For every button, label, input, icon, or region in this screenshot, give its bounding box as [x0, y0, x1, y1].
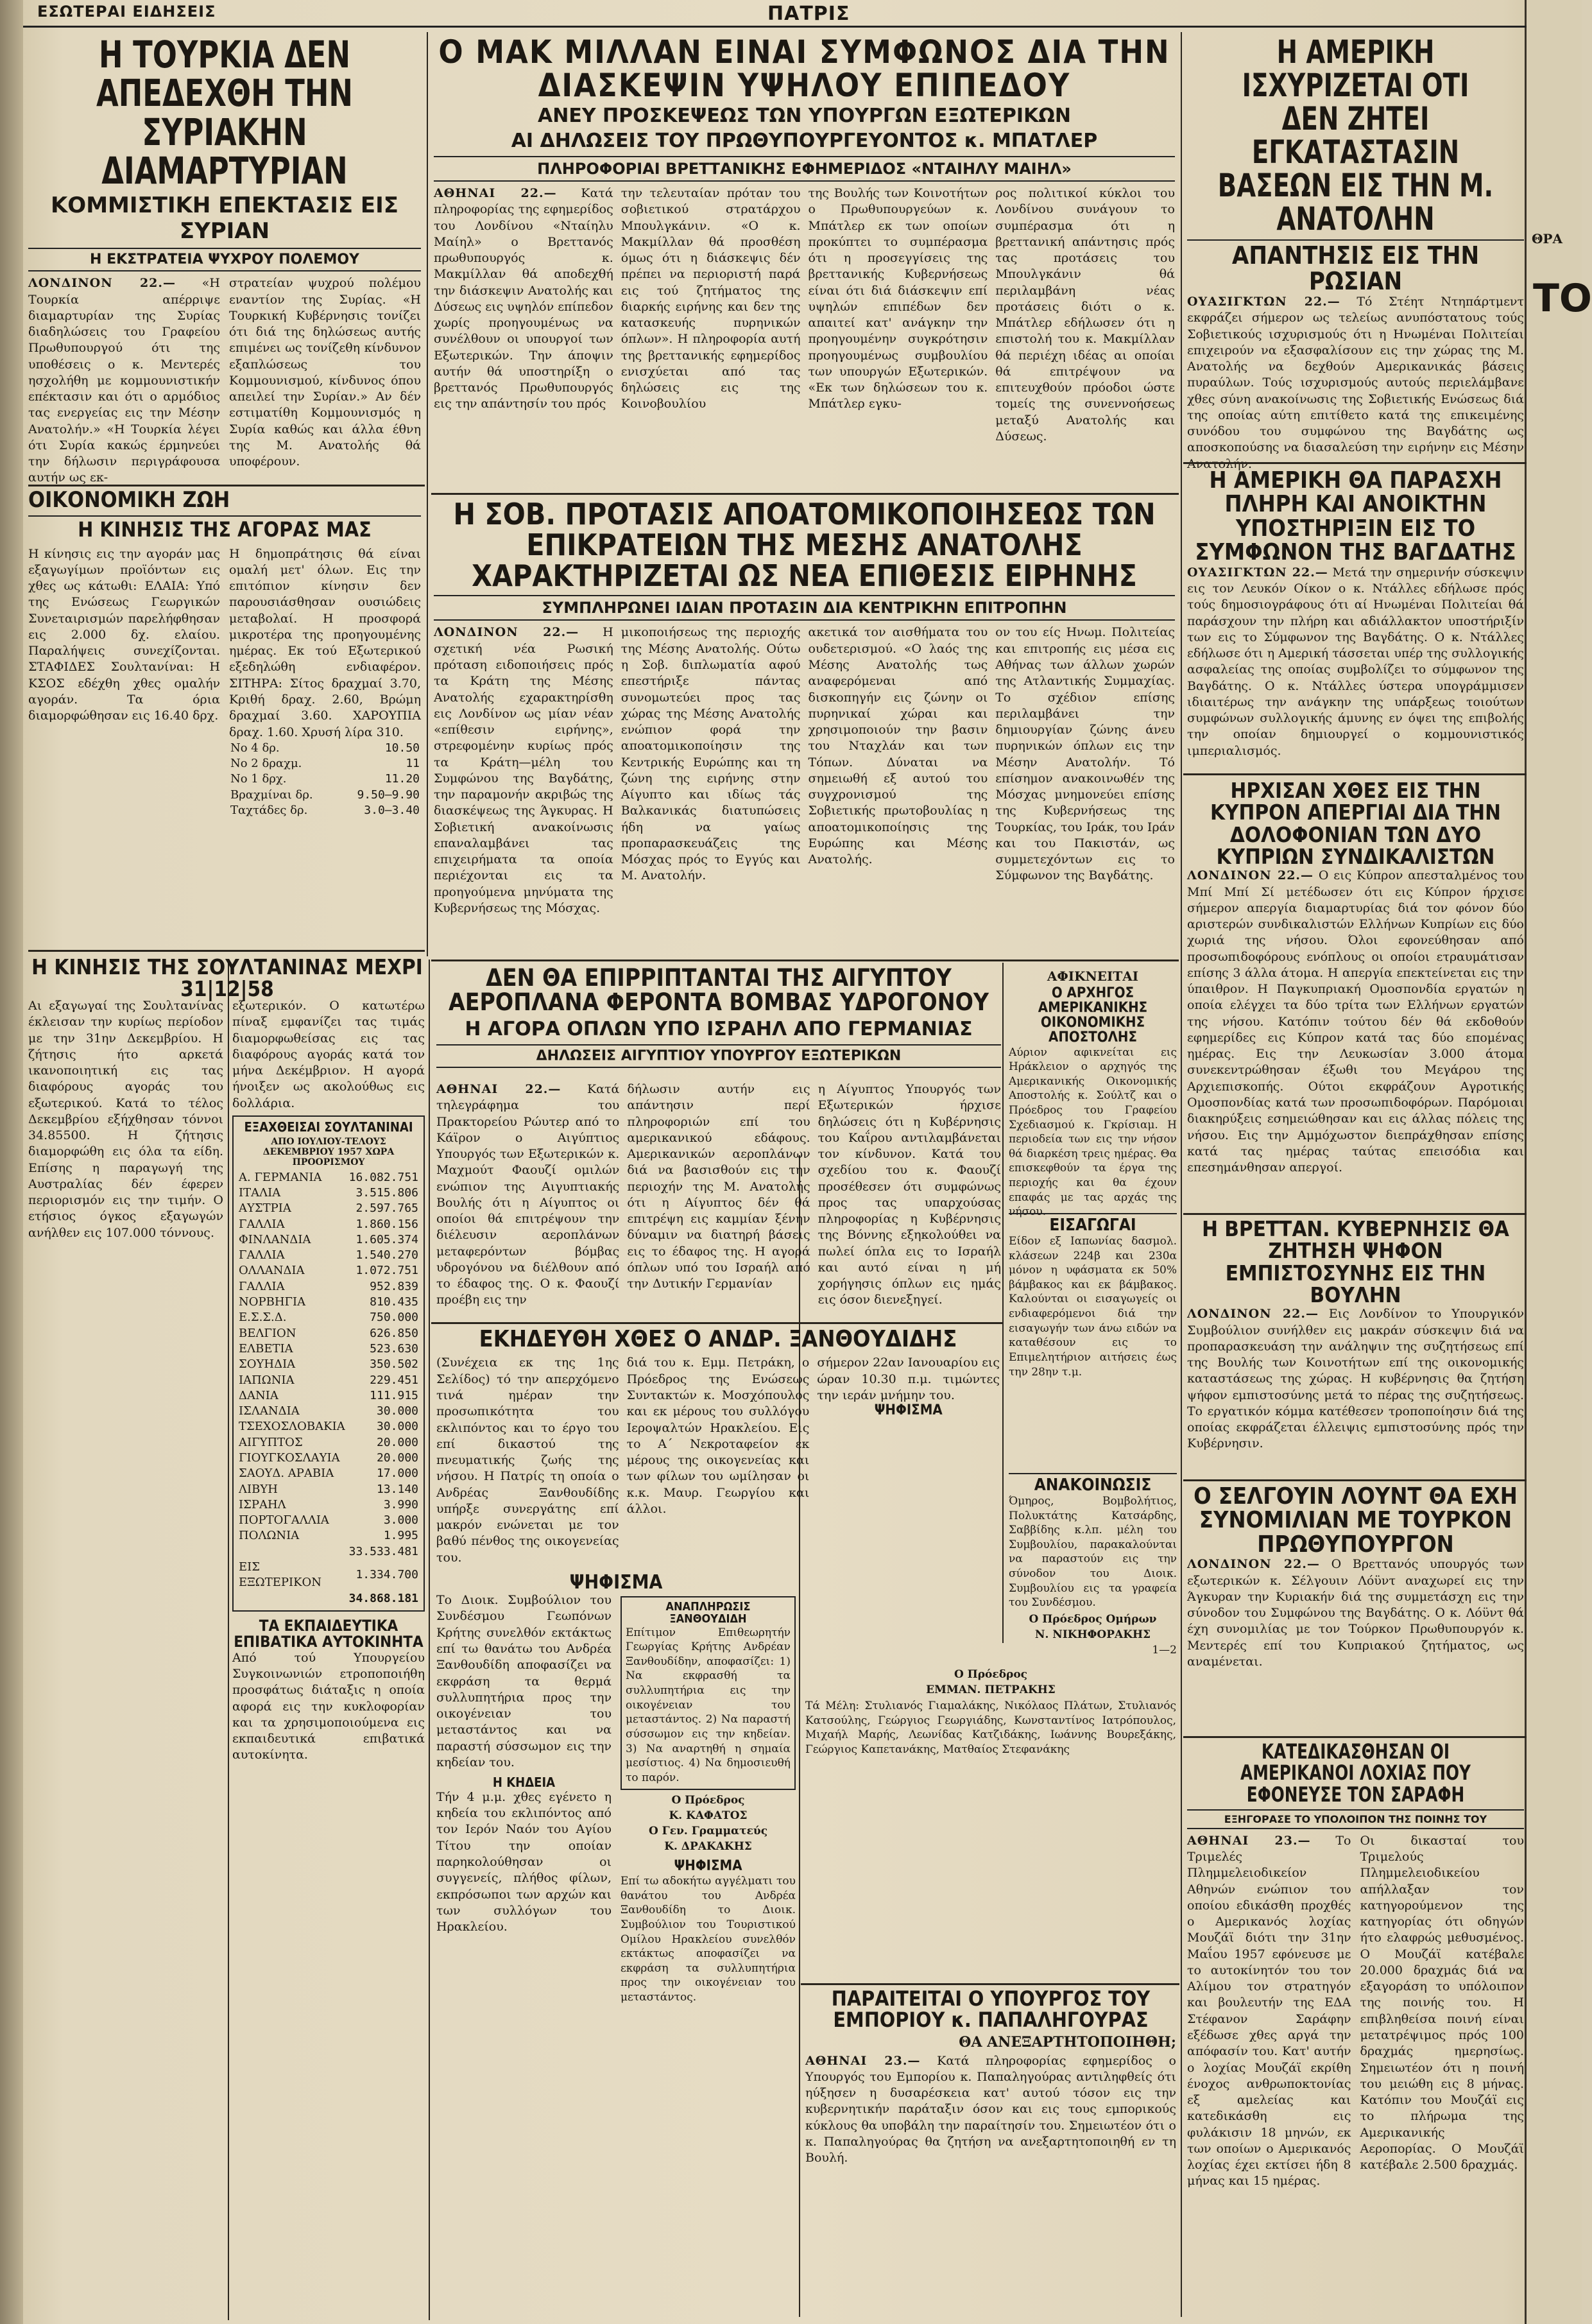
exports-totals	[237, 1544, 420, 1606]
article-egypt-body	[436, 1081, 1001, 1319]
column-rule	[228, 960, 229, 2320]
amount-cell: 1.540.270	[355, 1248, 418, 1262]
amount-cell: 523.630	[370, 1341, 418, 1356]
amount-cell: 111.915	[370, 1388, 418, 1402]
subhead: ΚΟΜΜΙΣΤΙΚΗ ΕΠΕΚΤΑΣΙΣ ΕΙΣ ΣΥΡΙΑΝ	[50, 193, 399, 245]
headline: Η ΑΜΕΡΙΚΗ ΘΑ ΠΑΡΑΣΧΗ ΠΛΗΡΗ ΚΑΙ ΑΝΟΙΚΤΗΝ ΥΠΟΣΤΗΡΙΞΙΝ ΕΙΣ ΤΟ ΣΥΜΦΩΝΟΝ ΤΗΣ ΒΑΓΔΑΤΗΣ	[1195, 467, 1516, 566]
body-text: Όμηρος, Βομβολήτιος, Πολυκτάτης Κατσάρδης, Σαββίδης κ.λπ. μέλη του Συμβουλίου, παρακαλούνται να παραστούν εις την σύνοδον του Διοικ. Συμβουλίου εις τα γραφεία του Συνδέσμου.	[1009, 1495, 1177, 1610]
country-cell: ΠΟΛΩΝΙΑ	[239, 1529, 300, 1543]
dateline: ΛΟΝΔΙΝΟΝ 22.—	[1187, 868, 1314, 883]
dateline: ΑΘΗΝΑΙ 23.—	[805, 2053, 921, 2068]
table-row	[237, 1388, 420, 1404]
table-row	[237, 1310, 420, 1325]
headline: Η ΚΙΝΗΣΙΣ ΤΗΣ ΑΓΟΡΑΣ ΜΑΣ	[28, 515, 421, 540]
dateline: ΟΥΑΣΙΓΚΤΩΝ 22.—	[1187, 565, 1328, 580]
section-rule	[1183, 462, 1527, 464]
headline: Η ΤΟΥΡΚΙΑ ΔΕΝ ΑΠΕΔΕΧΘΗ ΤΗΝ ΣΥΡΙΑΚΗΝ ΔΙΑΜΑΡΤΥΡΙΑΝ	[96, 33, 353, 193]
body-text: Το Διοικ. Συμβούλιον του Συνδέσμου Γεωπόνων Κρήτης συνελθόν εκτάκτως επί τω θανάτω του Ανδρέα Ξανθουδίδη αποφασίζει να εκφράση τα θερμά συλλυπητήρια προς την οικογένειαν του μεταστάντος και να παραστή σύσσωμον εις την κηδείαν του.	[436, 1593, 612, 1769]
article-soviet	[434, 499, 1175, 961]
signer-name: Κ. ΔΡΑΚΑΚΗΣ	[664, 1840, 752, 1854]
adjacent-page-strip	[1525, 0, 1592, 2324]
article-turkey	[28, 33, 421, 485]
table-row	[237, 1232, 420, 1248]
country-cell: ΓΑΛΛΙΑ	[239, 1217, 285, 1231]
subhead: ΑΠΑΝΤΗΣΙΣ ΕΙΣ ΤΗΝ ΡΩΣΙΑΝ	[1187, 239, 1524, 294]
anaplirosis-box	[621, 1596, 796, 1790]
sultana-headline-box	[28, 954, 426, 1002]
country-cell: Α. ΓΕΡΜΑΝΙΑ	[239, 1170, 322, 1184]
column-rule	[427, 32, 428, 956]
headline: Ο ΑΡΧΗΓΟΣ ΑΜΕΡΙΚΑΝΙΚΗΣ ΟΙΚΟΝΟΜΙΚΗΣ ΑΠΟΣΤΟΛΗΣ	[1038, 985, 1148, 1046]
body-text: «Η Τουρκία απέρριψε διαμαρτυρίαν της Συρίας διαδηλώσεις του Γραφείου Πρωθυπουργού ότι της υποθέσεις ο κ. Μεντερές ησχολήθη με κομμουνιστικήν επέκτασιν και ότι ο αρμόδιος τας ενεργείας εις την Μέσην Ανατολήν.» «Η Τουρκία λέγει ότι Συρία κακώς έρμηνεύει την δήλωσιν περιγράφουσα αυτήν ως εκ-	[28, 276, 220, 485]
column-rule	[429, 960, 430, 2320]
adjacent-page-text: ΘΡΑ	[1532, 231, 1562, 246]
amount-cell: 1.995	[383, 1529, 418, 1543]
amount-cell: 750.000	[370, 1311, 418, 1325]
country-cell: Ε.Σ.Σ.Δ.	[239, 1311, 287, 1325]
country-cell: ΙΣΛΑΝΔΙΑ	[239, 1404, 300, 1418]
kicker: ΘΑ ΑΝΕΞΑΡΤΗΤΟΠΟΙΗΘΗ;	[959, 2033, 1176, 2051]
subhead: ΑΙ ΔΗΛΩΣΕΙΣ ΤΟΥ ΠΡΩΘΥΠΟΥΡΓΕΥΟΝΤΟΣ κ. ΜΠΑΤΛΕΡ	[511, 130, 1098, 152]
body-text: σήμερον 22αν Ιανουαρίου εις ώραν 10.30 π.μ. τιμώντες την ιεράν μνήμην του.	[817, 1356, 1000, 1402]
body-text: Επίτιμον Επιθεωρητήν Γεωργίας Κρήτης Ανδρέαν Ξανθουδίδην, αποφασίζει: 1) Να εκφρασθή τα συλλυπητήρια εις την οικογένειαν του μεταστάντος. 2) Να παραστή σύσσωμον εις την κηδείαν. 3) Να αναρτηθή η σημαία μεσίστιος. 4) Να δημοσιευθή το παρόν.	[626, 1626, 791, 1784]
article-guards	[1187, 1741, 1524, 2316]
dateline: ΛΟΝΔΙΝΟΝ 22.—	[28, 276, 176, 291]
dateline: ΑΘΗΝΑΙ 22.—	[434, 186, 557, 200]
signer-title: Ο Πρόεδρος	[671, 1794, 745, 1807]
body-text: (Συνέχεια εκ της 1ης Σελίδος) τό την απερχόμενο τινά ημέραν την προσωπικότητα του εκλιπόντος και το έργο του επί δικαστού της πνευματικής ζωής της νήσου. Η Πατρίς τη οποία ο Ανδρέας Ξανθουδίδης υπήρξε συνεργάτης επί μακρόν ενώνεται με τον βαθύ πένθος της οικογενείας του.	[436, 1356, 619, 1565]
country-cell: ΙΑΠΩΝΙΑ	[239, 1373, 295, 1387]
amount-cell: 16.082.751	[348, 1170, 418, 1184]
country-cell: ΙΣΡΑΗΛ	[239, 1497, 286, 1511]
body-text: Ο εις Κύπρον απεσταλμένος του Μπί Μπί Σί μετέδωσεν ότι εις Κύπρον ήρχισε σήμερον απεργία διαμαρτυρίας διά τον φόνον δύο αριστερών συνδικαλιστών Ελλήνων Κυπρίων εις δύο χωριά της νήσου. Όλοι εφονεύθησαν από προσωπιδοφόρους ενόπλους οι οποίοι ετραυμάτισαν επίσης 3 άλλα άτομα. Η απεργία επεκτείνεται εις την ύπαιθρον. Η Παγκυπριακή Ομοσπονδία εργατών η οποία ελέγχει τα δύο τρίτα των Ελλήνων εργατών της νήσου. Κατόπιν τούτου δέν θά εκδοθούν εφημερίδες εις Κύπρον κατά τας δύο επομένας ημέρας. Εις την Λευκωσίαν 3.000 άτομα συνεκεντρώθησαν έξωθι του Μεγάρου της Αρχιεπισκοπής. Ούτοι εκφράζουν Αγροτικής Ομοσπονδίας κατά των προσωπιδοφόρων. Παρόμοιαι διακηρύξεις εσημειώθησαν και εις άλλας πόλεις της νήσου. Εις την Αμμόχωστον διεπράχθησαν επίσης κατά τας ημέρας ταύτας επεισόδια και επεσημάνθησαν απεργοί.	[1187, 868, 1524, 1175]
table-row	[237, 1201, 420, 1216]
amount-cell: 350.502	[370, 1357, 418, 1372]
amount-cell: 1.072.751	[355, 1264, 418, 1278]
signer-title: Ο Πρόεδρος	[954, 1668, 1028, 1681]
headline: ΠΑΡΑΙΤΕΙΤΑΙ Ο ΥΠΟΥΡΓΟΣ ΤΟΥ ΕΜΠΟΡΙΟΥ κ. ΠΑΠΑΛΗΓΟΥΡΑΣ	[831, 1986, 1151, 2033]
amount-cell: 229.451	[370, 1373, 418, 1387]
amount-cell: 3.990	[383, 1497, 418, 1511]
kicker: ΠΛΗΡΟΦΟΡΙΑΙ ΒΡΕΤΤΑΝΙΚΗΣ ΕΦΗΜΕΡΙΔΟΣ «ΝΤΑΙΗΛΥ ΜΑΙΗΛ»	[434, 156, 1175, 182]
subhead: ΨΗΦΙΣΜΑ	[569, 1571, 663, 1594]
masthead-band	[23, 0, 1527, 28]
body-text: την τελευταίαν πρόταν του σοβιετικού στρατάρχου Μπουλγκάνιν. «Ο κ. Μακμίλλαν θά προσθέση όμως ότι η διάσκεψις δέν πρέπει να περιοριστή παρά εις τού ζητήματος της διαρκής ειρήνης και δεν της κατασκευής πυρηνικών όπλων». Η πληροφορία αυτή της βρεττανικής εφημερίδος ενισχύεται από τας δηλώσεις εις της Κοινοβουλίου	[621, 186, 801, 411]
body-text: μικοποιήσεως της περιοχής της Μέσης Ανατολής. Ούτω η Σοβ. διπλωματία αφού επεστήριξε πάντας συνομωτεύει προς τας χώρας της Μέσης Ανατολής ενώπιον φορά την αποατομικοποίησιν της Κεντρικής Ευρώπης και τη ζώνη της ειρήνης στην Αίγυπτο και ιδίως τάς Βαλκανικάς διατυπώσεις ήδη να γαίως προπαρασκευάζεις της Μόσχας πρός το Εγγύς και Μ. Ανατολήν.	[621, 625, 801, 883]
subhead: ΑΝΕΥ ΠΡΟΣΚΕΨΕΩΣ ΤΩΝ ΥΠΟΥΡΓΩΝ ΕΞΩΤΕΡΙΚΩΝ	[538, 105, 1071, 127]
amount-cell: 3.000	[383, 1513, 418, 1528]
table-row	[237, 1528, 420, 1544]
amount-cell: 626.850	[370, 1326, 418, 1340]
amount-cell: 1.605.374	[355, 1232, 418, 1246]
body-text: Τήν 4 μ.μ. χθες εγένετο η κηδεία του εκλιπόντος από τον Ιερόν Ναόν του Αγίου Τίτου την οποίαν παρηκολούθησαν οι συγγενείς, πλήθος φίλων, εκπρόσωποι των αρχών και των συλλόγων του Ηρακλείου.	[436, 1789, 612, 1934]
price-table	[229, 741, 421, 818]
body-text: Αύριον αφικνείται εις Ηράκλειον ο αρχηγός της Αμερικανικής Οικονομικής Αποστολής κ. Σούλτζ και ο Πρόεδρος του Γραφείου Σχεδιασμού κ. Γκρίσιαμ. Η περιοδεία των εις την νήσον θά διαρκέση τρεις ημέρας. Θα επισκεφθούν τα έργα της περιοχής και θα έχουν επαφάς με τας αρχάς της νήσου.	[1009, 1046, 1177, 1219]
headline: Η ΑΜΕΡΙΚΗ ΙΣΧΥΡΙΖΕΤΑΙ ΟΤΙ ΔΕΝ ΖΗΤΕΙ ΕΓΚΑΤΑΣΤΑΣΙΝ ΒΑΣΕΩΝ ΕΙΣ ΤΗΝ Μ. ΑΝΑΤΟΛΗΝ	[1217, 33, 1494, 237]
amount-cell: 30.000	[376, 1404, 418, 1418]
body-text: στρατείαν ψυχρού πολέμου εναντίον της Συρίας. «Η Τουρκική Κυβέρνησις τονίζει ότι διά της δηλώσεως αυτής επιμένει ως τονίζεθη κίνδυνον εξαπλώσεως του Κομμουνισμού, κίνδυνος όπου απειλεί την Συρίαν.» Αν δέν εστιματίθη Κομμουνισμός η Συρία καθώς και άλλα έθνη της Μ. Ανατολής θά υποφέρουν.	[229, 276, 421, 469]
sultana-table-column	[232, 998, 425, 2314]
article-imports	[1009, 1213, 1177, 1470]
table-row	[237, 1341, 420, 1357]
body-text: Η κίνησις εις την αγοράν μας εξαγωγίμων προϊόντων εις χθες ως κάτωθι: ΕΛΑΙΑ: Υπό της Ενώσεως Γεωργικών Συνεταιρισμών παρελήφθησαν εις 2.000 δχ. ελαίου. Παραλήψεις συνεχίζονται. ΣΤΑΦΙΔΕΣ Σουλτανίναι: Η ΚΣΟΣ εδέχθη χθες ομαλήν αγοράν. Τα όρια διαμορφώθησαν εις 16.40 δρχ.	[28, 546, 220, 723]
table-row	[237, 1482, 420, 1497]
table-row	[237, 1357, 420, 1372]
country-cell: ΦΙΝΛΑΝΔΙΑ	[239, 1232, 311, 1246]
headline: ΔΕΝ ΘΑ ΕΠΙΡΡΙΠΤΑΝΤΑΙ ΤΗΣ ΑΙΓΥΠΤΟΥ ΑΕΡΟΠΛΑΝΑ ΦΕΡΟΝΤΑ ΒΟΜΒΑΣ ΥΔΡΟΓΟΝΟΥ	[449, 964, 989, 1017]
headline: Η ΒΡΕΤΤΑΝ. ΚΥΒΕΡΝΗΣΙΣ ΘΑ ΖΗΤΗΣΗ ΨΗΦΟΝ ΕΜΠΙΣΤΟΣΥΝΗΣ ΕΙΣ ΤΗΝ ΒΟΥΛΗΝ	[1202, 1216, 1509, 1307]
kicker: ΑΦΙΚΝΕΙΤΑΙ	[1047, 968, 1139, 984]
country-cell: ΤΣΕΧΟΣΛΟΒΑΚΙΑ	[239, 1420, 345, 1434]
section-rule	[431, 1322, 1002, 1324]
article-baghdad-pact	[1187, 469, 1524, 796]
country-cell: ΛΙΒΥΗ	[239, 1482, 278, 1496]
table-row	[237, 1326, 420, 1341]
price-row: Ταχτάδες δρ. 3.0—3.40	[230, 804, 420, 817]
body-text: Επί τω αδοκήτω αγγέλματι του θανάτου του Ανδρέα Ξανθουδίδη το Διοικ. Συμβούλιον του Τουριστικού Ομίλου Ηρακλείου συνελθόν εκτάκτως αποφασίζει να εκφράση τα συλλυπητήρια προς την οικογένειαν του μεταστάντος.	[621, 1875, 796, 2004]
article-economy	[28, 489, 421, 942]
table-subtitle: ΑΠΟ ΙΟΥΛΙΟΥ-ΤΕΛΟΥΣ ΔΕΚΕΜΒΡΙΟΥ 1957 ΧΩΡΑ ΠΡΟΟΡΙΣΜΟΥ	[262, 1136, 395, 1167]
section-rule	[28, 950, 425, 952]
section-rule	[28, 485, 425, 486]
article-sultana	[28, 998, 223, 2314]
article-selwyn-lloyd	[1187, 1485, 1524, 1732]
column-rule	[1002, 963, 1004, 1643]
body-text: Η σχετική νέα Ρωσική πρόταση ειδοποιήσεις πρός τα Κράτη της Μέσης Ανατολής εχαρακτηρίσθη εις Λονδίνον ως μίαν νέαν «επίθεσιν ειρήνης», στρεφομένην κυρίως πρός τα Κράτη—μέλη του Συμφώνου της Βαγδάτης, την παραμονήν ακριβώς της διασκέψεως της Άγκυρας. Η Σοβιετική ανακοίνωσις επαναλαμβάνει τας επιχειρήματα τα οποία περιέχονται εις τα προηγούμενα μηνύματα της Κυβερνήσεως της Μόσχας.	[434, 625, 613, 915]
body-text: Κατά πληροφορίας εφημερίδος ο Υπουργός του Εμπορίου κ. Παπαληγούρας αντιληφθείς ότι ηύξησεν η δυσαρέσκεια κατ' αυτού τόσον εις την κυβερνητικήν παράταξιν όσον και εις τους εμπορικούς κύκλους θα υποβάλη την παραίτησίν του. Σημειωτέον ότι ο κ. Παπαληγούρας θα ζητήση να ανεξαρτητοποιηθή εν τη Βουλή.	[805, 2053, 1176, 2165]
signer-name: ΕΜΜΑΝ. ΠΕΤΡΑΚΗΣ	[926, 1683, 1056, 1696]
body-text: Τό Στέητ Ντηπάρτμεντ εκφράζει σήμερον ως τελείως ανυπόστατους τούς Σοβιετικούς ισχυρισμούς ότι η Ηνωμέναι Πολιτείαι επιχειρούν να εξασφαλίσουν εις την χώρας της Μ. Ανατολής να δεχθούν Αμερικανικάς βάσεις πυραύλων. Τούς ισχυρισμούς αυτούς περιελάμβανε χθες σύνη ανακοίνωσις της Σοβιετικής Ενώσεως διά της οποίας αύτη επιτίθετο κατά της επικειμένης συνόδου του συμφώνου της Βαγδάτης ως αποσκοπούσης να διασαλεύση την ειρήνην εις Μέσην	[1187, 295, 1524, 455]
adjacent-page-letter: ΤΟ	[1533, 276, 1592, 321]
country-cell: ΣΑΟΥΔ. ΑΡΑΒΙΑ	[239, 1467, 334, 1481]
amount-cell: 13.140	[376, 1482, 418, 1496]
country-cell: ΓΙΟΥΓΚΟΣΛΑΥΙΑ	[239, 1451, 340, 1465]
body-text: Αι εξαγωγαί της Σουλτανίνας έκλεισαν την κυρίως περίοδον με την 31ην Δεκεμβρίου. Η ζήτησις ήτο αρκετά ικανοποιητική εις τας διαφόρους αγοράς του εξωτερικού. Κατά το τέλος Δεκεμβρίου εξήχθησαν τόννοι 34.85500. Η ζήτησις διαμορφώθη εις όλα τα είδη. Επίσης η παραγωγή της Αυστραλίας δέν έφερεν περιορισμόν εις την τιμήν. Ο ετήσιος όγκος εξαγωγών ανήλθεν εις 107.000 τόννους.	[28, 999, 223, 1240]
table-row	[237, 1435, 420, 1450]
table-row	[237, 1404, 420, 1419]
dateline: ΑΘΗΝΑΙ 23.—	[1187, 1833, 1311, 1848]
body-text: Εις Λονδίνον το Υπουργικόν Συμβούλιον συνήλθεν εις μακράν σύσκεψιν διά να προπαρασκευάση την ανάληψιν της συζητήσεως επί της Βουλής των Κοινοτήτων επί της οικονομικής καταστάσεως της χώρας. Η κυβέρνησις θα ζητήση ψήφον εμπιστοσύνης μετά το πέρας της συζητήσεως. Το εργατικόν κόμμα κατέθεσεν τροποποίησιν διά της οποίας εκφράζεται έλλειψις εμπιστοσύνης πρός την Κυβέρνησιν.	[1187, 1307, 1524, 1451]
section-rule	[1183, 1736, 1527, 1738]
country-cell: ΑΥΣΤΡΙΑ	[239, 1201, 291, 1216]
country-cell: ΔΑΝΙΑ	[239, 1388, 278, 1402]
exports-table-box	[232, 1115, 425, 1612]
headline: Ο ΣΕΛΓΟΥΙΝ ΛΟΥΝΤ ΘΑ ΕΧΗ ΣΥΝΟΜΙΛΙΑΝ ΜΕ ΤΟΥΡΚΟΝ ΠΡΩΘΥΠΟΥΡΓΟΝ	[1194, 1483, 1518, 1558]
headline: Ο ΜΑΚ ΜΙΛΛΑΝ ΕΙΝΑΙ ΣΥΜΦΩΝΟΣ ΔΙΑ ΤΗΝ ΔΙΑΣΚΕΨΙΝ ΥΨΗΛΟΥ ΕΠΙΠΕΔΟΥ	[438, 33, 1170, 104]
table-row	[237, 1513, 420, 1528]
headline: Η ΣΟΒ. ΠΡΟΤΑΣΙΣ ΑΠΟΑΤΟΜΙΚΟΠΟΙΗΣΕΩΣ ΤΩΝ ΕΠΙΚΡΑΤΕΙΩΝ ΤΗΣ ΜΕΣΗΣ ΑΝΑΤΟΛΗΣ ΧΑΡΑΚΤΗΡΙΖΕΤΑΙ ΩΣ ΝΕΑ ΕΠΙΘΕΣΙΣ ΕΙΡΗΝΗΣ	[453, 497, 1156, 593]
section-rule	[431, 960, 1179, 961]
amount-cell: 20.000	[376, 1435, 418, 1449]
kicker: ΔΗΛΩΣΕΙΣ ΑΙΓΥΠΤΙΟΥ ΥΠΟΥΡΓΟΥ ΕΞΩΤΕΡΙΚΩΝ	[436, 1044, 1001, 1068]
body-text: Η δημοπράτησις θά είναι ομαλή μετ' όλων. Εις την επιτόπιον κίνησιν δεν παρουσιάσθησαν ουσιώδεις μεταβολαί. Η προσφορά μικροτέρα της προηγουμένης ημέρας. Εκ τού Εξωτερικού εξεδηλώθη ενδιαφέρον. ΣΙΤΗΡΑ: Σίτος δραχμαί 3.70, Κριθή δραχ. 2.60, Βρώμη δραχμαί 3.60. ΧΑΡΟΥΠΙΑ δραχ. 1.60. Χρυσή λίρα 310.	[229, 546, 421, 739]
body-text: Κατά πληροφορίας της εφημερίδος του Λονδίνου «Νταίηλυ Μαίηλ» ο Βρεττανός πρωθυπουργός κ. Μακμίλλαν θά αποδεχθή την διάσκεψιν Ανατολής και Δύσεως εις υψηλόν επίπεδον χωρίς προηγουμένως να συνέλθουν οι υπουργοί των Εξωτερικών. Την άποψιν αυτήν θά υποστηρίξη ο βρεττανός Πρωθυπουργός εις την απάντησίν του πρός	[434, 186, 613, 411]
country-cell: ΓΑΛΛΙΑ	[239, 1248, 285, 1262]
price-row: Νο 1 δρχ. 11.20	[230, 772, 420, 786]
headline: ΑΝΑΠΛΗΡΩΣΙΣ ΞΑΝΘΟΥΔΙΔΗ	[665, 1600, 751, 1626]
xanthoudidis-continued	[436, 1572, 796, 2311]
reference-number: 1—2	[1152, 1643, 1177, 1657]
dateline: ΛΟΝΔΙΝΟΝ 22.—	[1187, 1557, 1320, 1572]
article-cyprus-strike	[1187, 780, 1524, 1210]
table-row	[237, 1170, 420, 1185]
article-macmillan	[434, 35, 1175, 513]
dateline: ΟΥΑΣΙΓΚΤΩΝ 22.—	[1187, 295, 1340, 309]
body-text: η Αίγυπτος Υπουργός των Εξωτερικών ήρχισε δηλώσεις ότι η Κυβέρνησις του Καΐρου αντιλαμβάνεται τον κίνδυνον. Κατά του σχεδίου του κ. Φαουζί προσέθεσεν ότι συμφώνως προς τας υπαρχούσας πληροφορίας η Κυβέρνησις της Βόννης εξηκολούθει να πωλεί όπλα εις το Ισραήλ και αυτό είναι η μή χορήγησις όπλων εις ημάς εις όσον διενεξηγεί.	[817, 1082, 1001, 1307]
section-title: ΟΙΚΟΝΟΜΙΚΗ ΖΩΗ	[28, 487, 230, 513]
country-cell: ΑΙΓΥΠΤΟΣ	[239, 1435, 303, 1449]
total-first: 33.533.481	[348, 1544, 418, 1558]
price-row: Νο 2 δραχμ. 11	[230, 757, 420, 771]
total-sub: 1.334.700	[355, 1568, 418, 1582]
signer-title: Ο Γεν. Γραμματεύς	[648, 1825, 768, 1838]
body-text: ρος πολιτικοί κύκλοι του Λονδίνου συνάγουν το συμπέρασμα ότι η βρεττανική απάντησις πρός τας προτάσεις του Μπουλγκάνιν θά περιλαμβάνη νέας προτάσεις διότι ο κ. Μπάτλερ εδήλωσεν ότι η επιστολή του κ. Μακμίλλαν θά περιέχη ιδέας αι οποίαι θά επιτρέψουν να επιτευχθούν πρόοδοι ώστε τομείς της συνεννοήσεως μεταξύ Ανατολής και Δύσεως.	[995, 186, 1175, 443]
cars-headline: ΤΑ ΕΚΠΑΙΔΕΥΤΙΚΑ ΕΠΙΒΑΤΙΚΑ ΑΥΤΟΚΙΝΗΤΑ	[234, 1616, 424, 1651]
headline: ΚΑΤΕΔΙΚΑΣΘΗΣΑΝ ΟΙ ΑΜΕΡΙΚΑΝΟΙ ΛΟΧΙΑΣ ΠΟΥ ΕΦΟΝΕΥΣΕ ΤΟΝ ΣΑΡΑΦΗ	[1240, 1739, 1471, 1807]
body-text: Το Τριμελές Πλημμελειοδικείον Αθηνών ενώπιον του οποίου εδικάσθη προχθές ο Αμερικανός λοχίας Μουζάϊ διότι την 31ην Μαΐου 1957 εφόνευσε με το αυτοκίνητόν του τον Αλίμου τον στρατηγόν και βουλευτήν της ΕΔΑ Στέφανον Σαράφην εξέδωσε χθες αργά την απόφασίν του. Κατ' αυτήν ο λοχίας Μουζάϊ εκρίθη ένοχος ανθρωποκτονίας εξ αμελείας και κατεδικάσθη εις φυλάκισιν 18 μηνών, εκ των οποίων ο Αμερικανός λοχίας έχει εκτίσει ήδη 8 μήνας και 15 ημέρας.	[1187, 1833, 1351, 2189]
kicker: ΕΞΗΓΟΡΑΣΕ ΤΟ ΥΠΟΛΟΙΠΟΝ ΤΗΣ ΠΟΙΝΗΣ ΤΟΥ	[1187, 1809, 1524, 1829]
section-label: ΕΣΩΤΕΡΑΙ ΕΙΔΗΣΕΙΣ	[37, 3, 216, 21]
amount-cell: 17.000	[376, 1467, 418, 1481]
headline: ΕΙΣΑΓΩΓΑΙ	[1009, 1213, 1177, 1234]
body-text: διά του κ. Εμμ. Πετράκη, ο Πρόεδρος της Ενώσεως Συντακτών κ. Μοσχόπουλος και εκ μέρους του συλλόγου Ιεροψαλτών Ηρακλείου. Εις το Α΄ Νεκροταφείον εκ μέρους της οικογενείας και των φίλων του ωμίλησαν οι κ.κ. Μαυρ. Γεωργίου και άλλοι.	[626, 1356, 810, 1516]
country-cell: ΒΕΛΓΙΟΝ	[239, 1326, 296, 1340]
headline: ΨΗΦΙΣΜΑ	[674, 1858, 742, 1875]
binding-spine	[0, 0, 23, 2324]
body-text: Οι δικασταί του Τριμελούς Πλημμελειοδικείου απήλλαξαν τον κατηγορούμενον της κατηγορίας ότι οδηγών ήτο ελαφρώς μεθυσμένος. Ο Μουζάϊ κατέβαλε 20.000 δραχμάς διά να εξαγοράση το υπόλοιπον της ποινής του. Η επιβληθείσα ποινή είναι μετατρέψιμος πρός 100 δραχμάς ημερησίως. Σημειωτέον ότι η ποινή του μειώθη εις 8 μήνας. Κατόπιν του Μουζάϊ εις το πλήρωμα της Αμερικανικής Αεροπορίας. Ο Μουζάϊ κατέβαλε 2.500 δραχμάς.	[1360, 1833, 1524, 2173]
subhead: ΨΗΦΙΣΜΑ	[874, 1402, 943, 1419]
price-row: Βραχμίναι δρ. 9.50—9.90	[230, 788, 420, 802]
amount-cell: 3.515.806	[355, 1185, 418, 1200]
amount-cell: 810.435	[370, 1295, 418, 1309]
section-rule	[1183, 1479, 1527, 1481]
exports-table	[237, 1170, 420, 1544]
body-text: Είδον εξ Ιαπωνίας δασμολ. κλάσεων 224β και 230α μόνον η υφάσματα εκ 50% βάμβακος και εκ βάμβακος. Καλούνται οι εισαγωγείς οι ενδιαφερόμενοι διά την εισαγωγήν των άνω ειδών να καταθέσουν εις το Επιμελητήριον αιτήσεις έως την 28ην τ.μ.	[1009, 1235, 1177, 1379]
article-mission	[1009, 966, 1177, 1219]
table-row	[237, 1263, 420, 1278]
section-rule	[431, 493, 1179, 495]
grand-total: 34.868.181	[348, 1591, 418, 1605]
headline: ΕΚΗΔΕΥΘΗ ΧΘΕΣ Ο ΑΝΔΡ. ΞΑΝΘΟΥΔΙΔΗΣ	[479, 1326, 957, 1352]
dateline: ΛΟΝΔΙΝΟΝ 22.—	[434, 625, 579, 640]
country-cell: ΟΛΛΑΝΔΙΑ	[239, 1264, 305, 1278]
article-minister	[805, 1988, 1176, 2316]
table-title: ΕΞΑΧΘΕΙΣΑΙ ΣΟΥΛΤΑΝΙΝΑΙ	[244, 1119, 413, 1135]
body-text: δήλωσιν αυτήν εις απάντησιν περί πληροφοριών επί του αμερικανικού εδάφους. Αμερικανικών αεροπλάνων διά να βασισθούν εις την περιοχήν της Μ. Ανατολής ότι η Αίγυπτος δέν θά επιτρέψη εις καμμίαν ξένην δύναμιν να διατηρή βάσεις εις το έδαφος της. Η αγορά όπλων υπό του Ισραήλ από την Δυτικήν Γερμανίαν	[627, 1082, 810, 1291]
psifisma-signers	[805, 1666, 1176, 1768]
body-text: εξωτερικόν. Ο κατωτέρω πίναξ εμφανίζει τας τιμάς διαμορφωθείσας εις τας διαφόρους αγοράς κατά τον μήνα Δεκέμβριον. Η αγορά ήνοιξεν ως ακολούθως εις δολλάρια.	[232, 999, 425, 1110]
dateline: ΛΟΝΔΙΝΟΝ 22.—	[1187, 1307, 1319, 1321]
table-row	[237, 1217, 420, 1232]
country-cell: ΝΟΡΒΗΓΙΑ	[239, 1295, 306, 1309]
kicker: ΣΥΜΠΛΗΡΩΝΕΙ ΙΔΙΑΝ ΠΡΟΤΑΣΙΝ ΔΙΑ ΚΕΝΤΡΙΚΗΝ ΕΠΙΤΡΟΠΗΝ	[434, 595, 1175, 621]
country-cell: ΠΟΡΤΟΓΑΛΛΙΑ	[239, 1513, 329, 1528]
article-announcement	[1009, 1473, 1177, 1657]
paper-name: ΠΑΤΡΙΣ	[767, 3, 850, 25]
headline: ΗΡΧΙΣΑΝ ΧΘΕΣ ΕΙΣ ΤΗΝ ΚΥΠΡΟΝ ΑΠΕΡΓΙΑΙ ΔΙΑ ΤΗΝ ΔΟΛΟΦΟΝΙΑΝ ΤΩΝ ΔΥΟ ΚΥΠΡΙΩΝ ΣΥΝΔΙΚΑΛΙΣΤΩΝ	[1210, 778, 1501, 869]
members-list: Τά Μέλη: Στυλιανός Γιαμαλάκης, Νικόλαος Πλάτων, Στυλιανός Κατσούλης, Γεώργιος Γεωργιάδης, Κωνσταντίνος Ιατρόπουλος, Μιχαήλ Μαρής, Λεωνίδας Κατζιδάκης, Ιωάννης Βουρεξάκης, Γεώργιος Καπετανάκης, Ματθαίος Στεφανάκης	[805, 1700, 1176, 1756]
body-text: ακετικά τον αισθήματα του ουδετερισμού. «Ο λαός της Μέσης Ανατολής τως αναφερόμεναι από δισκοπηγήν εις ζώνην οι πυρηνικαί χώραι και χρησιμοποιούν την βασιν του Νταχλάν και των Τόπων. Δύναται να σημειωθή εξ αυτού του συγχρονισμού της Σοβιετικής πρωτοβουλίας η αποατομικοποίησις της Ευρώπης και Μέσης Ανατολής.	[808, 625, 988, 867]
signer-name: Ν. ΝΙΚΗΦΟΡΑΚΗΣ	[1034, 1628, 1151, 1641]
headline: ΑΝΑΚΟΙΝΩΣΙΣ	[1009, 1473, 1177, 1494]
table-row	[237, 1279, 420, 1295]
signer-name: Κ. ΚΑΦΑΤΟΣ	[669, 1809, 748, 1823]
body-text: Ο Βρεττανός υπουργός των εξωτερικών κ. Σέλγουιν Λόϋντ αναχωρεί εις την Άγκυραν την Κυριακήν διά της συμμετάσχη εις την σύνοδον του Συμφώνου της Βαγδάτης. Ο κ. Λόϋντ θά έχη συνομιλίας με τον Τούρκον Πρωθυπουργόν κ. Μεντερές επί του Κυπριακού ζητήματος, ως αναμένεται.	[1187, 1557, 1524, 1669]
table-row	[237, 1373, 420, 1388]
table-row	[237, 1419, 420, 1434]
subhead: Η ΑΓΟΡΑ ΟΠΛΩΝ ΥΠΟ ΙΣΡΑΗΛ ΑΠΟ ΓΕΡΜΑΝΙΑΣ	[465, 1017, 973, 1040]
section-rule	[1183, 1213, 1527, 1215]
table-row	[237, 1466, 420, 1481]
amount-cell: 952.839	[370, 1279, 418, 1293]
total-label: ΕΙΣ ΕΞΩΤΕΡΙΚΟΝ	[239, 1560, 322, 1590]
article-britain-vote	[1187, 1218, 1524, 1475]
funeral-subhead: Η ΚΗΔΕΙΑ	[492, 1775, 556, 1791]
table-row	[237, 1185, 420, 1201]
body-text: της Βουλής των Κοινοτήτων ο Πρωθυπουργεύων κ. Μπάτλερ εκ των οποίων προκύπτει το συμπέρασμα ότι η προσεγγίσεις της βρεττανικής Κυβερνήσεως είναι ότι διά διάσκεψιν επί υψηλών επιπέδων δεν απαιτεί κατ' ανάγκην την προηγουμένην συγκρότησιν προηγουμένως συμβουλίου των υπουργών Εξωτερικών. «Εκ των δηλώσεων του κ. Μπάτλερ εγκυ-	[808, 186, 988, 411]
section-rule	[801, 1983, 1179, 1985]
country-cell: ΙΤΑΛΙΑ	[239, 1185, 281, 1200]
country-cell: ΣΟΥΗΔΙΑ	[239, 1357, 296, 1372]
amount-cell: 30.000	[376, 1420, 418, 1434]
amount-cell: 1.860.156	[355, 1217, 418, 1231]
kicker: Η ΕΚΣΤΡΑΤΕΙΑ ΨΥΧΡΟΥ ΠΟΛΕΜΟΥ	[28, 248, 421, 271]
column-rule	[1181, 32, 1182, 2317]
amount-cell: 20.000	[376, 1451, 418, 1465]
country-cell: ΓΑΛΛΙΑ	[239, 1279, 285, 1293]
body-text: Από τού Υπουργείου Συγκοινωνιών ετροποποιήθη προσφάτως διάταξις η οποία αφορά εις την κυκλοφορίαν και τα χρησιμοποιούμενα εις εκπαιδευτικά επιβατικά αυτοκίνητα.	[232, 1650, 425, 1762]
signer-title: Ο Πρόεδρος Ομήρων	[1029, 1612, 1157, 1626]
table-row	[237, 1248, 420, 1263]
dateline: ΑΘΗΝΑΙ 22.—	[436, 1082, 561, 1096]
body-text: Κατά τηλεγράφημα του Πρακτορείου Ρώυτερ από το Κάϊρον ο Αιγύπτιος Υπουργός των Εξωτερικών κ. Μαχμούτ Φαουζί ομιλών ενώπιον της Αιγυπτιακής Βουλής ότι η Αίγυπτος οι οποίοι θά επιτρέψουν την διέλευσιν αεροπλάνων μεταφερόντων βόμβας υδρογόνου να διέλθουν από το έδαφος της. Ο κ. Φαουζί προέβη εις την	[436, 1082, 620, 1307]
table-row	[237, 1450, 420, 1466]
body-text: ον του είς Ηνωμ. Πολιτείας και επιτροπής εις μέσα εις Αθήνας των άλλων χωρών της Ατλαντικής Συμμαχίας. Το σχέδιον επίσης περιλαμβάνει την δημιουργίαν ζώνης άνευ πυρηνικών όπλων εις την Μέσην Ανατολήν. Τό επίσημον ανακοινωθέν της Μόσχας μνημονεύει επίσης της Κυβερνήσεως της Τουρκίας, του Ιράκ, του Ιράν και του Πακιστάν, ως συμμετεχόντων εις το Σύμφωνον της Βαγδάτης.	[995, 625, 1175, 883]
headline: Η ΚΙΝΗΣΙΣ ΤΗΣ ΣΟΥΛΤΑΝΙΝΑΣ ΜΕΧΡΙ 31|12|58	[31, 954, 423, 1002]
amount-cell: 2.597.765	[355, 1201, 418, 1216]
body-text: Μετά την σημερινήν σύσκεψιν εις τον Λευκόν Οίκον ο κ. Ντάλλες εδήλωσε πρός τούς δημοσιογράφους ότι αί Ηνωμέναι Πολιτείαι θά παράσχουν την πλήρη και αδιάλλακτον υποστήριξίν των εις το Σύμφωνον της Βαγδάτης. Ο κ. Ντάλλες εδήλωσε ότι η Αμερική τάσσεται υπέρ της συλλογικής ασφαλείας της οποίας συμβολίζει το σύμφωνον της Βαγδάτης. Ο κ. Ντάλλες ύστερα υπογράμμισεν ιδιαιτέρως την ανάγκην της υπάρξεως τοιούτων συμφώνων συλλογικής άμυνης εν όψει της επιβολής την οποίαν δημιουργεί ο κομμουνιστικός ιμπεριαλισμός.	[1187, 565, 1524, 758]
article-america-bases	[1187, 35, 1524, 485]
section-rule	[1183, 773, 1527, 775]
table-row	[237, 1295, 420, 1310]
country-cell: ΕΛΒΕΤΙΑ	[239, 1341, 293, 1356]
table-row	[237, 1497, 420, 1513]
price-row: Νο 4 δρ. 10.50	[230, 741, 420, 755]
